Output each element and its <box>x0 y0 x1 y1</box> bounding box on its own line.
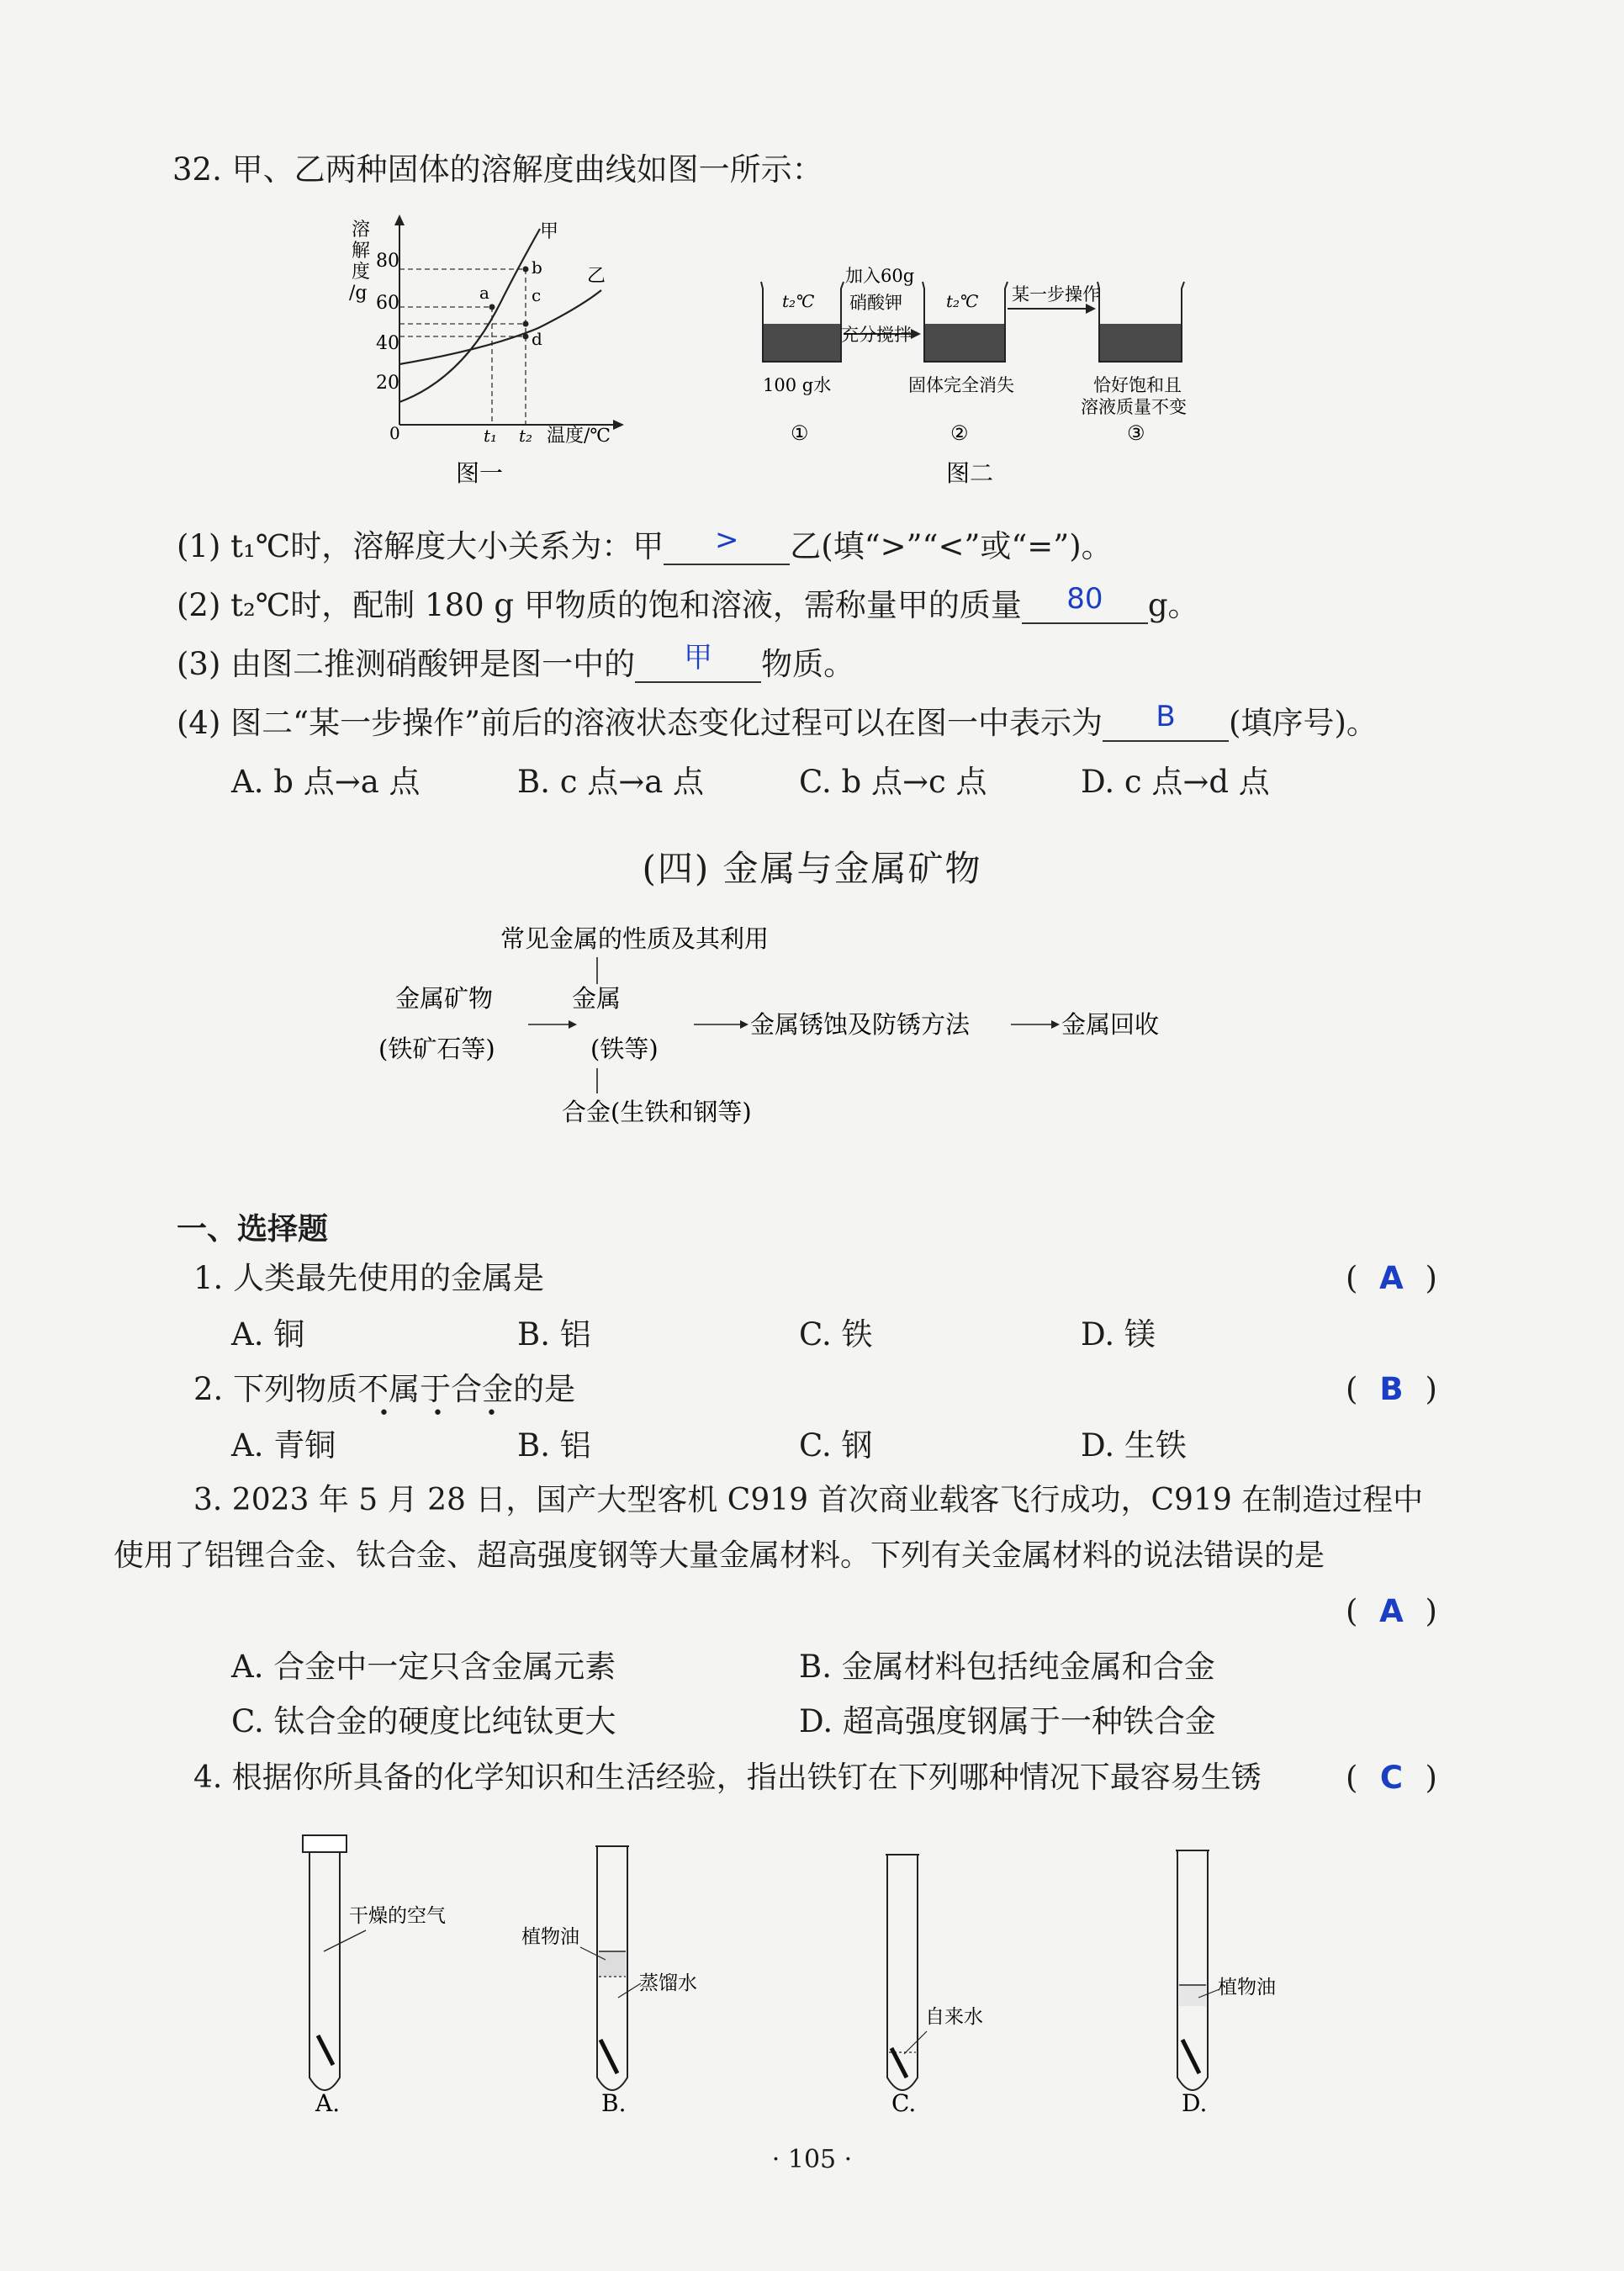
map-recycle: 金属回收 <box>1061 1010 1160 1039</box>
tube-b-note-2: 蒸馏水 <box>639 1972 697 1994</box>
ytick-80: 80 <box>376 251 399 272</box>
ytick-60: 60 <box>376 293 399 314</box>
q32-part2 <box>177 582 1199 624</box>
q32-part4-blank[interactable] <box>1103 700 1229 742</box>
q1-answer-box <box>1346 1260 1447 1297</box>
q32-part2-text-b: g。 <box>1147 587 1199 623</box>
point-c-marker <box>523 321 529 327</box>
tube-c-note: 自来水 <box>925 2006 983 2028</box>
q32-option-c[interactable]: C. b 点→c 点 <box>799 764 987 800</box>
y-label-1: 溶 <box>352 220 371 241</box>
paren-open: ( <box>1346 1593 1358 1629</box>
q32-part1 <box>177 523 1113 565</box>
q3-option-b[interactable]: B. 金属材料包括纯金属和合金 <box>799 1649 1215 1685</box>
page-number: · 105 · <box>771 2145 853 2174</box>
beaker-2-desc: 固体完全消失 <box>908 375 1014 395</box>
beaker-3 <box>1098 282 1184 362</box>
q3-option-c[interactable]: C. 钛合金的硬度比纯钛更大 <box>231 1703 616 1739</box>
q3-option-a[interactable]: A. 合金中一定只含金属元素 <box>231 1649 616 1685</box>
q1-option-b[interactable]: B. 铝 <box>517 1316 591 1353</box>
q2-stem-a: 2. 下列物质 <box>193 1371 358 1407</box>
step1-line1: 加入60g <box>845 266 915 286</box>
q32-part2-text-a: (2) t₂℃时，配制 180 g 甲物质的饱和溶液，需称量甲的质量 <box>177 587 1022 623</box>
section-title: (四) 金属与金属矿物 <box>642 848 982 889</box>
q2-option-d[interactable]: D. 生铁 <box>1081 1427 1187 1464</box>
map-top: 常见金属的性质及其利用 <box>500 924 770 953</box>
tube-a-nail <box>318 2035 333 2065</box>
ytick-40: 40 <box>376 333 399 354</box>
tube-b-note-1: 植物油 <box>521 1926 579 1948</box>
q3-answer: A <box>1379 1593 1404 1629</box>
y-label-2: 解 <box>352 241 371 262</box>
tube-b <box>521 1846 697 2117</box>
tube-b-label: B. <box>601 2089 627 2117</box>
point-d-label: d <box>532 329 542 349</box>
step1-line3: 充分搅拌 <box>841 325 912 345</box>
q3-line1: 3. 2023 年 5 月 28 日，国产大型客机 C919 首次商业载客飞行成功，C919 在制造过程中 <box>193 1483 1424 1517</box>
tube-a <box>303 1835 446 2117</box>
q32-option-b[interactable]: B. c 点→a 点 <box>517 764 705 800</box>
point-a <box>489 304 495 310</box>
paren-close: ) <box>1425 1760 1437 1796</box>
beaker-2 <box>923 282 1008 362</box>
q2-emphasis-dots: • • • <box>378 1403 516 1424</box>
q4-test-tubes <box>278 1825 1337 2120</box>
xtick-t2: t₂ <box>519 426 533 446</box>
beaker-2-number: ② <box>950 421 969 445</box>
q32-part4 <box>177 700 1378 742</box>
q2-option-c[interactable]: C. 钢 <box>799 1427 873 1464</box>
q2-answer: B <box>1379 1371 1404 1407</box>
figure-1-caption: 图一 <box>456 459 504 487</box>
curve-yi-label: 乙 <box>587 266 606 287</box>
q32-part3-text-a: (3) 由图二推测硝酸钾是图一中的 <box>177 646 636 682</box>
svg-text:t₂℃: t₂℃ <box>782 291 815 311</box>
q2-answer-box <box>1346 1371 1447 1408</box>
q3-option-d[interactable]: D. 超高强度钢属于一种铁合金 <box>799 1703 1216 1739</box>
paren-close: ) <box>1425 1260 1437 1296</box>
q1-option-d[interactable]: D. 镁 <box>1081 1316 1156 1353</box>
tube-a-note: 干燥的空气 <box>349 1905 446 1927</box>
q32-option-d[interactable]: D. c 点→d 点 <box>1081 764 1270 800</box>
y-label-4: /g <box>349 283 368 304</box>
curve-jia-label: 甲 <box>540 221 559 242</box>
paren-open: ( <box>1346 1371 1358 1407</box>
tube-d-note: 植物油 <box>1218 1977 1276 1998</box>
q32-part2-answer: 80 <box>1066 582 1103 616</box>
paren-open: ( <box>1346 1260 1358 1296</box>
q32-part3-blank[interactable] <box>635 641 761 683</box>
q1-stem: 1. 人类最先使用的金属是 <box>193 1260 545 1296</box>
beaker-3-desc-2: 溶液质量不变 <box>1081 397 1187 417</box>
map-metal-1: 金属 <box>572 984 622 1013</box>
tube-d-nail <box>1182 2040 1199 2073</box>
ytick-20: 20 <box>376 373 399 394</box>
tube-d <box>1176 1850 1276 2117</box>
q32-part1-text-b: 乙(填“>”“<”或“=”)。 <box>790 528 1113 564</box>
q32-option-a[interactable]: A. b 点→a 点 <box>231 764 421 800</box>
q32-part1-blank[interactable] <box>664 523 790 565</box>
map-ore-1: 金属矿物 <box>395 984 494 1013</box>
figure-2-process <box>744 257 1232 496</box>
y-label-3: 度 <box>352 262 371 283</box>
tube-d-label: D. <box>1182 2089 1208 2117</box>
point-b-label: b <box>532 257 542 278</box>
q32-part3-text-b: 物质。 <box>761 646 855 682</box>
point-c-label: c <box>532 285 542 305</box>
q32-stem: 32. 甲、乙两种固体的溶解度曲线如图一所示： <box>172 151 823 188</box>
map-ore-2: (铁矿石等) <box>378 1035 495 1063</box>
q3-line2: 使用了铝锂合金、钛合金、超高强度钢等大量金属材料。下列有关金属材料的说法错误的是 <box>114 1538 1325 1573</box>
q4-answer: C <box>1379 1760 1404 1796</box>
map-rust: 金属锈蚀及防锈方法 <box>750 1010 971 1039</box>
beaker-3-number: ③ <box>1127 421 1145 445</box>
svg-text:t₂℃: t₂℃ <box>946 291 979 311</box>
tube-d-oil <box>1179 1985 1206 2006</box>
q1-answer: A <box>1379 1260 1404 1296</box>
tube-c <box>886 1855 983 2117</box>
q4-answer-box <box>1346 1760 1447 1797</box>
q32-part1-text-a: (1) t₁℃时，溶解度大小关系为：甲 <box>177 528 664 564</box>
beaker-3-desc-1: 恰好饱和且 <box>1093 375 1182 395</box>
figure-2-caption: 图二 <box>946 459 994 487</box>
step2-label: 某一步操作 <box>1012 284 1100 304</box>
origin: 0 <box>389 423 400 443</box>
q32-part2-blank[interactable] <box>1022 582 1148 624</box>
q1-option-a[interactable]: A. 铜 <box>231 1316 305 1353</box>
paren-close: ) <box>1425 1593 1437 1629</box>
q32-part4-text-a: (4) 图二“某一步操作”前后的溶液状态变化过程可以在图一中表示为 <box>177 705 1103 741</box>
q3-answer-box <box>1346 1593 1447 1630</box>
paren-close: ) <box>1425 1371 1437 1407</box>
point-d <box>523 334 529 340</box>
step1-line2: 硝酸钾 <box>849 293 902 313</box>
tube-c-label: C. <box>891 2089 917 2117</box>
q2-stem-b: 合金的是 <box>451 1371 576 1407</box>
q4-stem: 4. 根据你所具备的化学知识和生活经验，指出铁钉在下列哪种情况下最容易生锈 <box>193 1760 1262 1795</box>
dashed-guides <box>399 269 526 425</box>
beaker-1-desc: 100 g水 <box>763 375 832 395</box>
map-alloy: 合金(生铁和钢等) <box>562 1098 752 1126</box>
x-axis-arrow <box>613 420 624 430</box>
x-label: 温度/℃ <box>547 426 611 447</box>
tube-b-oil <box>599 1951 626 1977</box>
q32-part3-answer: 甲 <box>684 641 713 675</box>
map-metal-2: (铁等) <box>590 1035 659 1063</box>
tube-b-nail <box>600 2040 617 2073</box>
q32-part4-answer: B <box>1156 700 1176 733</box>
paren-open: ( <box>1346 1760 1358 1796</box>
tube-a-stopper <box>303 1835 346 1852</box>
beaker-1 <box>761 282 844 362</box>
q32-part3 <box>177 641 855 683</box>
point-b <box>523 267 529 273</box>
q2-option-a[interactable]: A. 青铜 <box>231 1427 336 1464</box>
q2-option-b[interactable]: B. 铝 <box>517 1427 591 1464</box>
point-a-label: a <box>479 283 489 303</box>
xtick-t1: t₁ <box>484 426 498 446</box>
tube-a-label: A. <box>315 2089 341 2117</box>
q32-part4-text-b: (填序号)。 <box>1229 705 1378 741</box>
q32-part1-answer: > <box>715 523 739 557</box>
curve-jia <box>399 229 540 402</box>
concept-map <box>370 917 1253 1136</box>
figure-1-solubility-chart <box>320 210 673 496</box>
y-axis-arrow <box>394 214 405 225</box>
q2-stem-emphasis: 不属于 <box>357 1371 452 1407</box>
beaker-1-number: ① <box>791 421 809 445</box>
q1-option-c[interactable]: C. 铁 <box>799 1316 873 1353</box>
part1-heading: 一、选择题 <box>177 1212 329 1247</box>
